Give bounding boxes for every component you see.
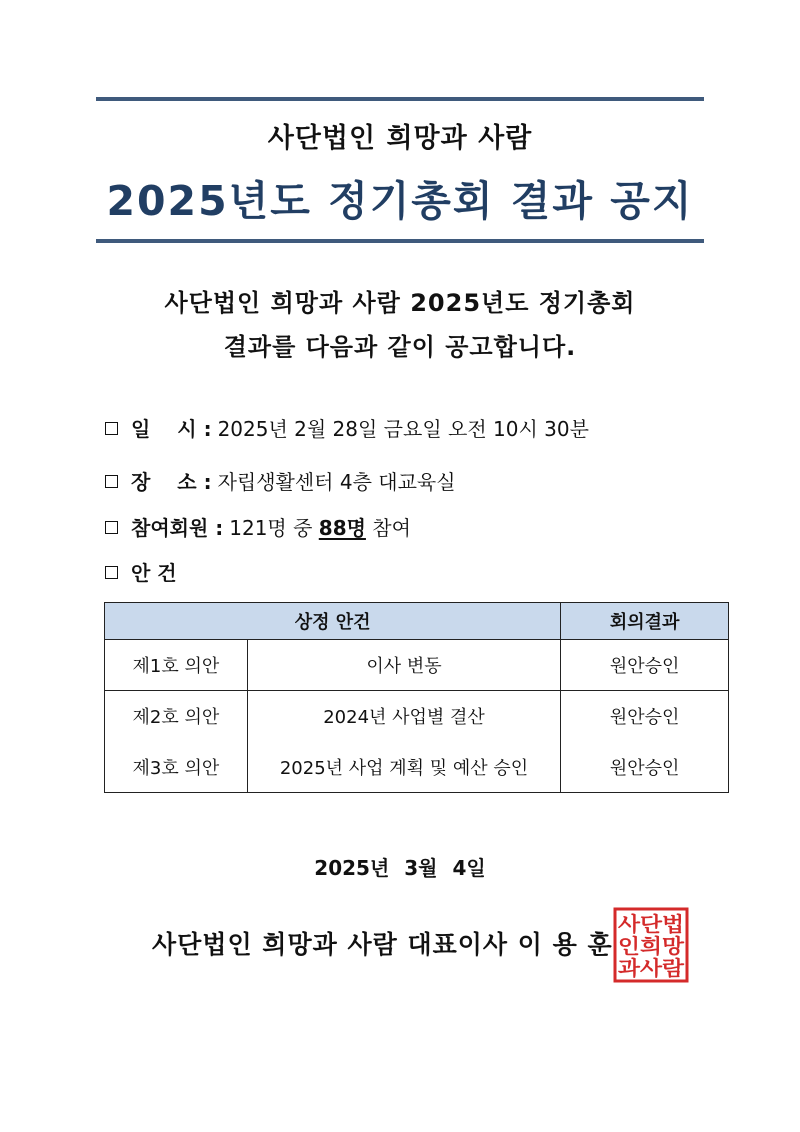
detail-datetime-value: 2025년 2월 28일 금요일 오전 10시 30분	[217, 417, 589, 441]
top-rule	[96, 97, 704, 101]
agenda-title: 2025년 사업 계획 및 예산 승인	[247, 742, 561, 793]
attendance-suffix: 참여	[365, 516, 411, 540]
detail-place	[105, 466, 456, 495]
svg-text:인희망: 인희망	[618, 934, 685, 958]
table-row	[105, 640, 729, 691]
agenda-result: 원안승인	[561, 691, 729, 742]
agenda-table-header	[105, 603, 729, 640]
agenda-no: 제3호 의안	[105, 742, 248, 793]
bottom-rule	[96, 239, 704, 243]
attendance-count: 88명	[318, 516, 366, 540]
agenda-table	[104, 602, 729, 793]
detail-agenda	[105, 557, 177, 586]
agenda-title: 이사 변동	[247, 640, 561, 691]
attendance-total: 121명 중	[229, 516, 319, 540]
detail-attendance-value	[229, 512, 411, 541]
detail-agenda-label: 안 건	[131, 561, 177, 585]
detail-attendance-label: 참여회원 :	[131, 516, 224, 540]
notice-date: 2025년 3월 4일	[314, 856, 486, 880]
detail-datetime	[105, 413, 589, 442]
detail-place-label: 장 소 :	[131, 470, 212, 494]
svg-text:과사람: 과사람	[618, 956, 685, 980]
svg-text:사단법: 사단법	[616, 912, 684, 936]
agenda-header-result: 회의결과	[561, 603, 729, 640]
agenda-no: 제2호 의안	[105, 691, 248, 742]
table-row	[105, 742, 729, 793]
agenda-result: 원안승인	[561, 640, 729, 691]
agenda-header-item: 상정 안건	[105, 603, 561, 640]
detail-place-value: 자립생활센터 4층 대교육실	[217, 470, 456, 494]
page-title: 2025년도 정기총회 결과 공지	[106, 177, 694, 225]
org-title: 사단법인 희망과 사람	[267, 123, 533, 154]
checkbox-square-icon	[105, 475, 118, 488]
checkbox-square-icon	[105, 566, 118, 579]
checkbox-square-icon	[105, 422, 118, 435]
official-seal-icon	[613, 907, 689, 983]
checkbox-square-icon	[105, 521, 118, 534]
detail-attendance	[105, 512, 411, 541]
table-row	[105, 691, 729, 742]
signer-name: 사단법인 희망과 사람 대표이사 이 용 훈	[152, 930, 613, 959]
detail-datetime-label: 일 시 :	[131, 417, 212, 441]
agenda-no: 제1호 의안	[105, 640, 248, 691]
agenda-title: 2024년 사업별 결산	[247, 691, 561, 742]
intro-text	[0, 281, 800, 369]
intro-line-1: 사단법인 희망과 사람 2025년도 정기총회	[164, 289, 636, 317]
intro-line-2: 결과를 다음과 같이 공고합니다.	[223, 333, 577, 361]
agenda-result: 원안승인	[561, 742, 729, 793]
